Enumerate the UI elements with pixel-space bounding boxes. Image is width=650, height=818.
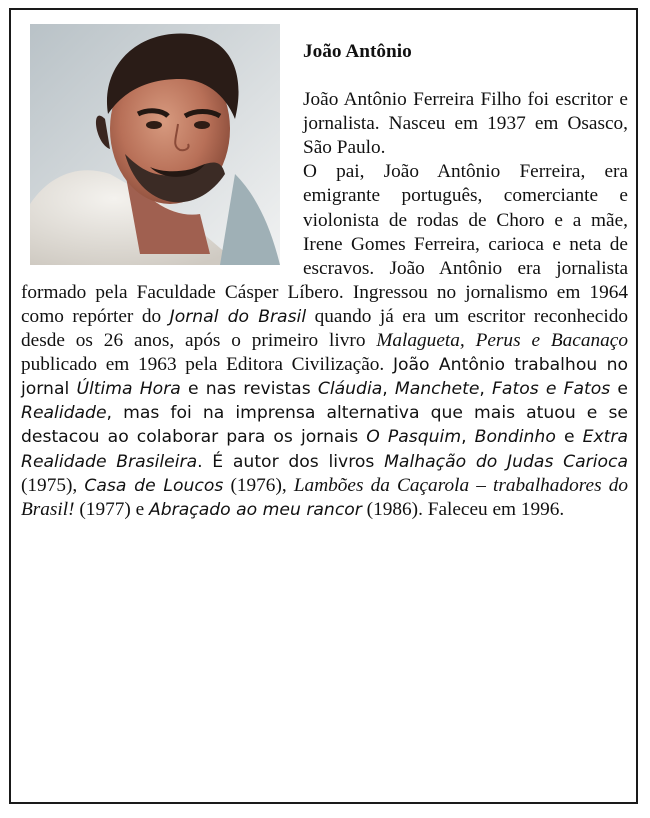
- book-title: Casa de Loucos: [84, 475, 224, 496]
- publication-title: Manchete: [394, 379, 480, 400]
- bio-title: João Antônio: [303, 41, 412, 62]
- publication-title: Bondinho: [474, 427, 556, 448]
- photo-wrap-spacer: [21, 40, 303, 269]
- publication-title: Fatos e Fatos: [492, 379, 611, 400]
- publication-title: O Pasquim: [366, 427, 462, 448]
- bio-paragraph-1: João Antônio Ferreira Filho foi escritor e jornalista. Nasceu em 1937 em Osasco, São Paulo.: [303, 89, 628, 159]
- book-title: Malhação do Judas Carioca: [384, 451, 628, 472]
- book-title: Abraçado ao meu rancor: [149, 499, 362, 520]
- bio-text-run: João Antônio trabalhou no jornal: [21, 355, 628, 400]
- publication-title: Realidade: [21, 403, 107, 424]
- bio-text-run: ,: [382, 379, 395, 400]
- publication-title: Jornal do Brasil: [169, 306, 307, 327]
- book-title: Malagueta, Perus e Bacanaço: [376, 330, 628, 352]
- bio-text-run: ,: [461, 427, 475, 448]
- publication-title: Cláudia: [317, 379, 383, 400]
- bio-text-run: (1975),: [21, 474, 85, 496]
- bio-text-run: O pai, João Antônio Ferreira, era emigrante português, comerciante e violonista de rodas de Choro e a mãe, Irene Gomes Ferreira, carioca e neta de escravos. João Antônio era jornalista formado pela Faculdade Cásper Líbero. Ingressou no jornalismo em 1964 como repórter do: [21, 161, 628, 327]
- bio-text-run: e: [555, 427, 583, 448]
- bio-text-run: (1976),: [223, 474, 294, 496]
- bio-text-run: (1986). Faleceu em 1996.: [361, 498, 565, 520]
- bio-text-run: ,: [479, 379, 493, 400]
- book-title: Lambões da Caçarola – trabalhadores do Brasil!: [21, 474, 628, 520]
- bio-text-run: , mas foi na imprensa alternativa que mais atuou e se destacou ao colaborar para os jornais: [21, 403, 628, 448]
- bio-text-run: . É autor dos livros: [197, 451, 385, 472]
- publication-title: Última Hora: [76, 379, 181, 400]
- bio-text-block: [21, 40, 628, 522]
- publication-title: Extra Realidade Brasileira: [21, 427, 628, 472]
- bio-text-run: e nas revistas: [180, 379, 318, 400]
- bio-text-run: quando já era um escritor reconhecido desde os 26 anos, após o primeiro livro: [21, 305, 628, 352]
- bio-text-run: e: [610, 379, 628, 400]
- bio-text-run: publicado em 1963 pela Editora Civilização.: [21, 354, 393, 376]
- bio-text-run: (1977) e: [74, 498, 149, 520]
